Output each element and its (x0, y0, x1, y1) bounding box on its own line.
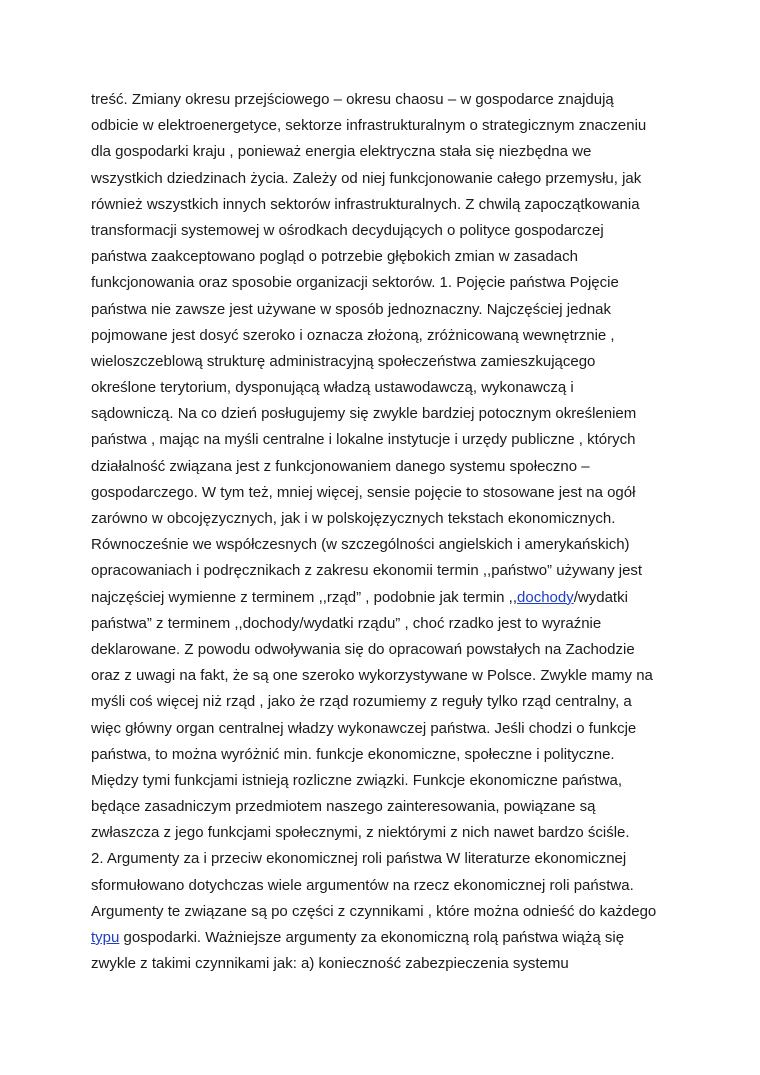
text-line (91, 192, 691, 218)
text-line (91, 820, 691, 846)
text-line (91, 532, 691, 558)
text-line (91, 270, 691, 296)
text-line (91, 585, 691, 611)
text-segment: zwłaszcza z jego funkcjami społecznymi, z niektórymi z nich nawet bardzo ściśle. (91, 824, 630, 842)
text-line (91, 873, 691, 899)
document-body (91, 87, 691, 977)
text-segment: również wszystkich innych sektorów infrastrukturalnych. Z chwilą zapoczątkowania (91, 195, 640, 213)
text-segment: będące zasadniczym przedmiotem naszego zainteresowania, powiązane są (91, 798, 596, 816)
text-segment: Między tymi funkcjami istnieją rozliczne związki. Funkcje ekonomiczne państwa, (91, 771, 623, 789)
text-segment: deklarowane. Z powodu odwoływania się do opracowań powstałych na Zachodzie (91, 640, 635, 658)
text-line (91, 427, 691, 453)
text-line (91, 768, 691, 794)
text-segment: państwa, to można wyróżnić min. funkcje ekonomiczne, społeczne i polityczne. (91, 745, 615, 763)
text-segment: najczęściej wymienne z terminem ,,rząd” , podobnie jak termin ,, (91, 588, 518, 606)
text-segment: myśli coś więcej niż rząd , jako że rząd rozumiemy z reguły tylko rząd centralny, a (91, 693, 632, 711)
text-line (91, 846, 691, 872)
text-line (91, 454, 691, 480)
text-line (91, 87, 691, 113)
hyperlink-dochody[interactable]: dochody (517, 588, 574, 606)
text-line (91, 663, 691, 689)
text-segment: odbicie w elektroenergetyce, sektorze infrastrukturalnym o strategicznym znaczeniu (91, 117, 647, 135)
text-line (91, 297, 691, 323)
text-line (91, 637, 691, 663)
text-line (91, 139, 691, 165)
text-segment: transformacji systemowej w ośrodkach decydujących o polityce gospodarczej (91, 221, 604, 239)
text-line (91, 375, 691, 401)
text-segment: gospodarczego. W tym też, mniej więcej, sensie pojęcie to stosowane jest na ogół (91, 483, 636, 501)
text-line (91, 742, 691, 768)
text-segment: dla gospodarki kraju , ponieważ energia elektryczna stała się niezbędna we (91, 143, 592, 161)
text-line (91, 558, 691, 584)
text-segment: państwa” z terminem ,,dochody/wydatki rządu” , choć rzadko jest to wyraźnie (91, 614, 602, 632)
text-segment: 2. Argumenty za i przeciw ekonomicznej roli państwa W literaturze ekonomicznej (91, 850, 627, 868)
text-line (91, 349, 691, 375)
text-segment: opracowaniach i podręcznikach z zakresu ekonomii termin ,,państwo” używany jest (91, 562, 643, 580)
text-segment: Równocześnie we współczesnych (w szczególności angielskich i amerykańskich) (91, 536, 630, 554)
text-line (91, 480, 691, 506)
text-segment: gospodarki. Ważniejsze argumenty za ekonomiczną rolą państwa wiążą się (119, 929, 625, 946)
text-line (91, 951, 691, 977)
text-segment: zarówno w obcojęzycznych, jak i w polskojęzycznych tekstach ekonomicznych. (91, 510, 616, 527)
text-segment: Argumenty te związane są po części z czynnikami , które można odnieść do każdego (91, 902, 657, 920)
text-segment: wieloszczeblową strukturę administracyjną społeczeństwa zamieszkującego (91, 352, 596, 370)
text-segment: określone terytorium, dysponującą władzą ustawodawczą, wykonawczą i (91, 379, 574, 397)
text-line (91, 899, 691, 925)
text-segment: działalność związana jest z funkcjonowaniem danego systemu społeczno – (91, 457, 590, 475)
text-line (91, 716, 691, 742)
hyperlink-typu[interactable]: typu (91, 929, 120, 946)
text-segment: państwa nie zawsze jest używane w sposób jednoznaczny. Najczęściej jednak (91, 300, 611, 318)
text-segment: pojmowane jest dosyć szeroko i oznacza złożoną, zróżnicowaną wewnętrznie , (91, 326, 615, 344)
text-segment: wszystkich dziedzinach życia. Zależy od niej funkcjonowanie całego przemysłu, jak (91, 169, 642, 187)
text-segment: więc główny organ centralnej władzy wykonawczej państwa. Jeśli chodzi o funkcje (91, 719, 637, 737)
text-line (91, 244, 691, 270)
text-line (91, 506, 691, 532)
text-segment: oraz z uwagi na fakt, że są one szeroko wykorzystywane w Polsce. Zwykle mamy na (91, 667, 653, 685)
text-line (91, 401, 691, 427)
text-segment: /wydatki (573, 588, 628, 606)
text-line (91, 925, 691, 951)
text-line (91, 794, 691, 820)
text-segment: sformułowano dotychczas wiele argumentów na rzecz ekonomicznej roli państwa. (91, 876, 634, 894)
text-line (91, 113, 691, 139)
text-segment: państwa zaakceptowano pogląd o potrzebie głębokich zmian w zasadach (91, 248, 578, 266)
text-line (91, 689, 691, 715)
text-line (91, 323, 691, 349)
text-segment: treść. Zmiany okresu przejściowego – okresu chaosu – w gospodarce znajdują (91, 91, 614, 108)
text-segment: funkcjonowania oraz sposobie organizacji sektorów. 1. Pojęcie państwa Pojęcie (91, 274, 619, 292)
text-line (91, 611, 691, 637)
text-segment: zwykle z takimi czynnikami jak: a) konieczność zabezpieczenia systemu (91, 955, 569, 973)
text-line (91, 166, 691, 192)
text-segment: państwa , mając na myśli centralne i lokalne instytucje i urzędy publiczne , których (91, 431, 636, 449)
text-line (91, 218, 691, 244)
text-segment: sądowniczą. Na co dzień posługujemy się zwykle bardziej potocznym określeniem (91, 405, 637, 423)
